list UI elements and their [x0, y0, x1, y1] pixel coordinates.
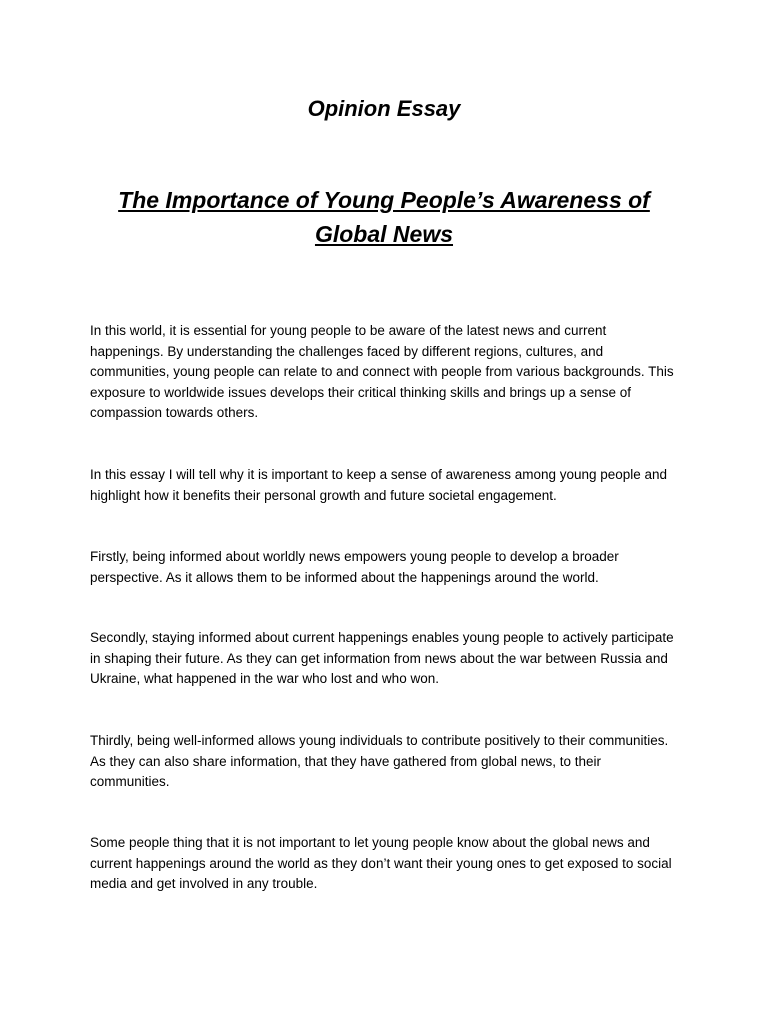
paragraph-secondly: Secondly, staying informed about current happenings enables young people to actively participate in shaping their future. As they can get information from news about the war between Russia and Ukraine, what happened in the war who lost and who won. [90, 630, 674, 687]
paragraph-firstly: Firstly, being informed about worldly news empowers young people to develop a broader perspective. As it allows them to be informed about the happenings around the world. [90, 549, 619, 585]
document-label: Opinion Essay [307, 96, 461, 121]
essay-title: The Importance of Young People’s Awareness of Global News [118, 187, 650, 247]
paragraph-counterargument: Some people thing that it is not important to let young people know about the global news and current happenings around the world as they don’t want their young ones to get exposed to social media and get involved in any trouble. [90, 835, 672, 892]
paragraph-thesis: In this essay I will tell why it is important to keep a sense of awareness among young people and highlight how it benefits their personal growth and future societal engagement. [90, 467, 668, 503]
paragraph-introduction: In this world, it is essential for young people to be aware of the latest news and current happenings. By understanding the challenges faced by different regions, cultures, and communities, young people can relate to and connect with people from various backgrounds. This exposure to worldwide issues develops their critical thinking skills and brings up a sense of compassion towards others. [90, 323, 674, 421]
paragraph-thirdly: Thirdly, being well-informed allows young individuals to contribute positively to their communities. As they can also share information, that they have gathered from global news, to their communities. [90, 733, 669, 790]
